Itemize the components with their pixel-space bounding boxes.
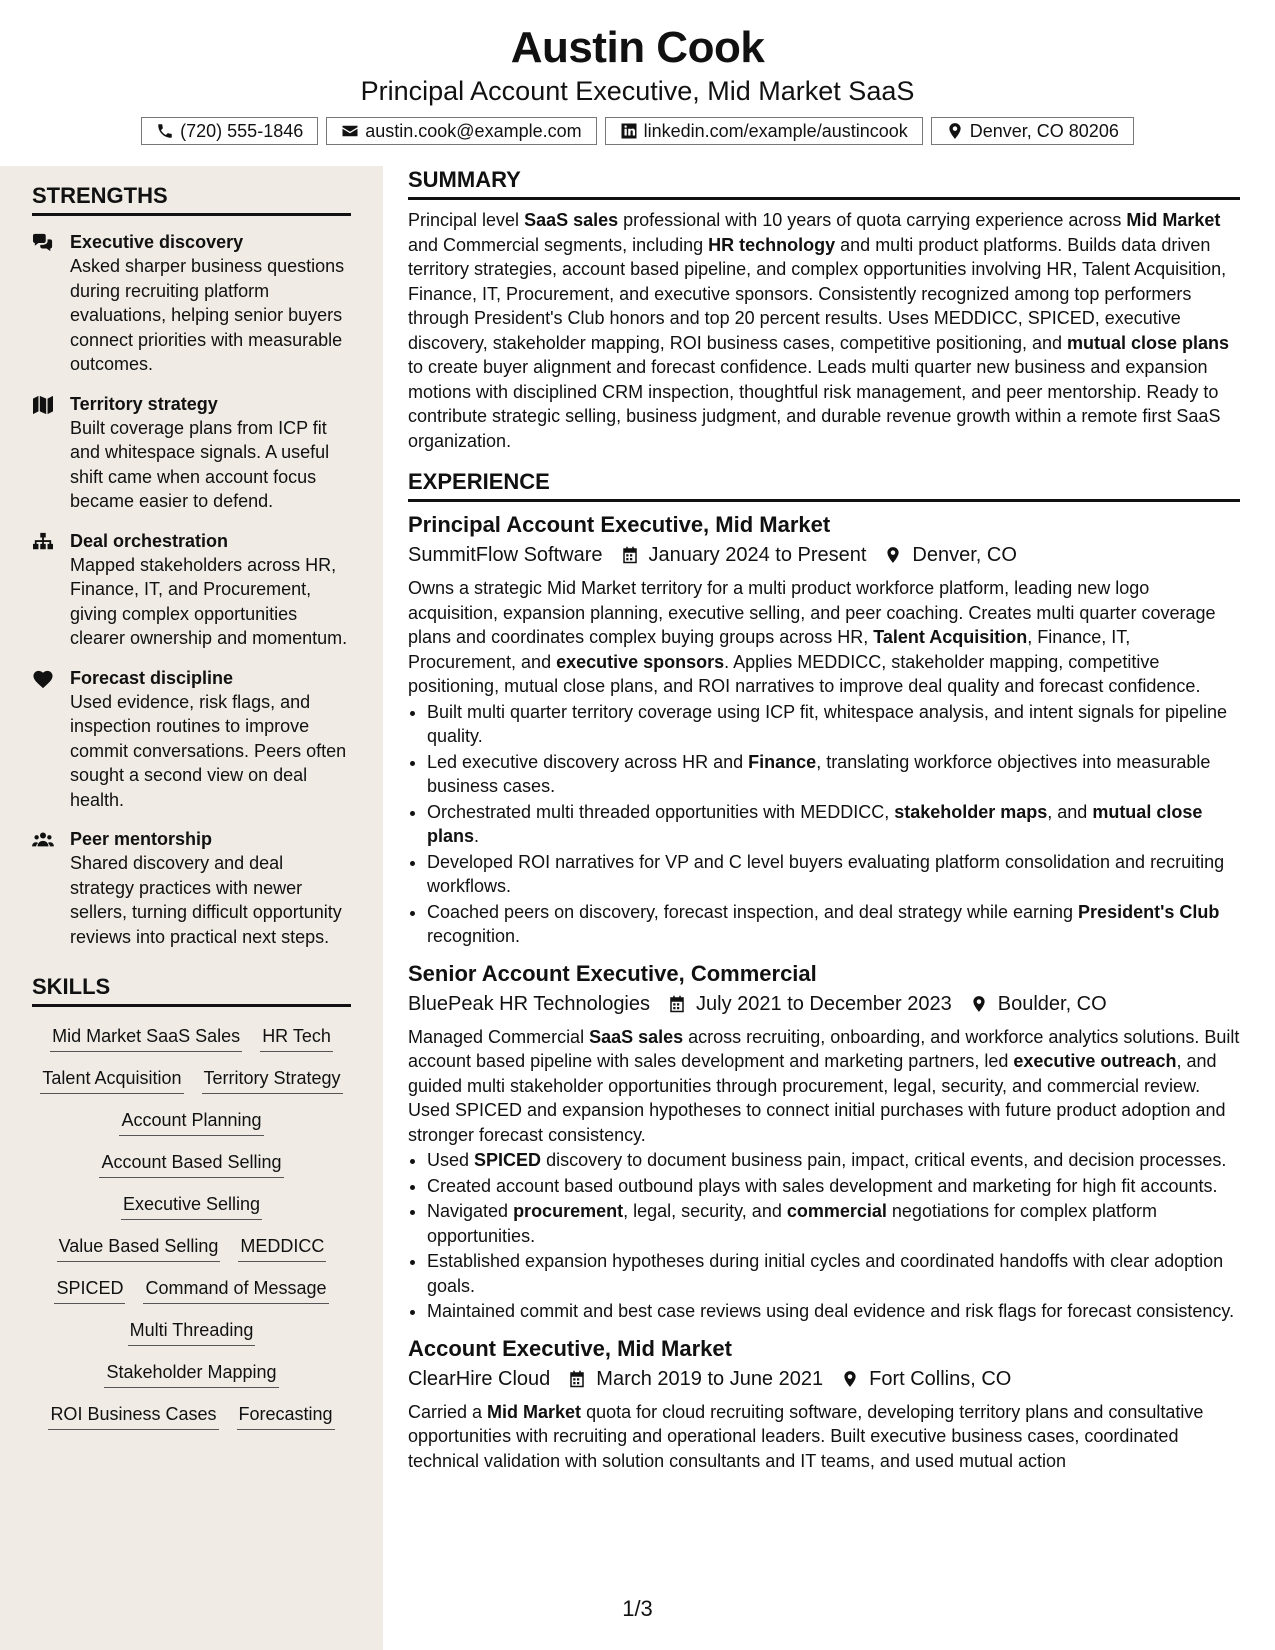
job-company: BluePeak HR Technologies — [408, 992, 651, 1015]
heart-icon — [32, 669, 54, 689]
job-company: ClearHire Cloud — [408, 1367, 551, 1390]
skill-tag: Forecasting — [237, 1401, 335, 1430]
strength-desc: Used evidence, risk flags, and inspection routines to improve commit conversations. Peers often sought a second view on deal health. — [70, 691, 347, 810]
contact-email-text: austin.cook@example.com — [365, 120, 582, 141]
list-item: • Maintained commit and best case reviews using deal evidence and risk flags for forecast consistency. — [427, 1299, 1240, 1324]
emphasis-text: SaaS sales — [524, 210, 619, 230]
page-number: 1/3 — [622, 1596, 653, 1621]
contact-linkedin[interactable] — [605, 117, 923, 145]
skill-tag: MEDDICC — [238, 1233, 326, 1262]
resume-header — [0, 0, 1275, 145]
job-dates: July 2021 to December 2023 — [696, 992, 952, 1015]
skill-tag: Territory Strategy — [202, 1065, 343, 1094]
skill-tag: Value Based Selling — [57, 1233, 221, 1262]
job-description: Owns a strategic Mid Market territory for a multi product workforce platform, leading new logo acquisition, expansion planning, executive selling, and peer coaching. Creates multi quarter coverage plans and coordinates complex buying groups across HR, Talent Acquisition, Finance, IT, Procurement, and executive sponsors. Applies MEDDICC, stakeholder mapping, competitive positioning, mutual close plans, and ROI narratives to improve deal quality and forecast confidence. — [408, 578, 1216, 696]
contact-linkedin-text: linkedin.com/example/austincook — [643, 120, 908, 141]
candidate-name: Austin Cook — [510, 23, 765, 72]
strength-desc: Mapped stakeholders across HR, Finance, IT, and Procurement, giving complex opportunities clearer ownership and momentum. — [70, 554, 348, 648]
strength-title: Forecast discipline — [70, 667, 234, 688]
skill-tag: Mid Market SaaS Sales — [50, 1023, 242, 1052]
users-icon — [32, 830, 54, 850]
job-entry — [408, 1334, 1240, 1474]
skill-tag: Stakeholder Mapping — [104, 1359, 278, 1388]
list-item: • Used SPICED discovery to document business pain, impact, critical events, and decision processes. — [427, 1148, 1240, 1173]
job-title: Principal Account Executive, Mid Market — [408, 512, 831, 537]
summary-heading: SUMMARY — [408, 166, 1240, 200]
candidate-headline: Principal Account Executive, Mid Market SaaS — [360, 76, 915, 106]
job-bullets — [408, 700, 1240, 949]
calendar-icon — [568, 1370, 586, 1388]
contact-email[interactable] — [326, 117, 596, 145]
skill-tag: Multi Threading — [128, 1317, 256, 1346]
emphasis-text: SPICED — [474, 1150, 542, 1170]
sidebar — [0, 166, 383, 1650]
list-item: • Established expansion hypotheses during initial cycles and coordinated handoffs with clear adoption goals. — [427, 1249, 1240, 1298]
phone-icon — [156, 122, 174, 140]
job-entry — [408, 959, 1240, 1324]
list-item: • Built multi quarter territory coverage using ICP fit, whitespace analysis, and intent signals for pipeline quality. — [427, 700, 1240, 749]
strength-item — [32, 230, 351, 377]
org-chart-icon — [32, 532, 54, 552]
map-icon — [32, 395, 54, 415]
linkedin-icon — [620, 122, 638, 140]
email-icon — [341, 122, 359, 140]
strength-item — [32, 529, 351, 651]
list-item: • Developed ROI narratives for VP and C level buyers evaluating platform consolidation and recruiting workflows. — [427, 850, 1240, 899]
job-title: Senior Account Executive, Commercial — [408, 960, 817, 986]
strength-item — [32, 392, 351, 514]
emphasis-text: executive outreach — [1013, 1051, 1177, 1071]
skills-heading: SKILLS — [32, 973, 351, 1007]
skill-tag: SPICED — [54, 1275, 125, 1304]
job-company: SummitFlow Software — [408, 544, 603, 566]
skill-tag: Account Planning — [119, 1107, 263, 1136]
emphasis-text: Mid Market — [487, 1401, 582, 1422]
list-item: • Navigated procurement, legal, security, and commercial negotiations for complex platform opportunities. — [427, 1199, 1240, 1248]
skill-tag: HR Tech — [260, 1023, 333, 1052]
emphasis-text: stakeholder maps — [894, 801, 1048, 822]
emphasis-text: mutual close plans — [427, 801, 1203, 846]
contact-bar — [0, 117, 1275, 145]
contact-phone-text: (720) 555-1846 — [180, 120, 304, 141]
list-item: • Created account based outbound plays with sales development and marketing for high fit accounts. — [427, 1174, 1240, 1199]
job-title: Account Executive, Mid Market — [408, 1335, 732, 1361]
emphasis-text: President's Club — [1078, 901, 1220, 922]
contact-phone[interactable] — [141, 117, 318, 145]
list-item: • Led executive discovery across HR and Finance, translating workforce objectives into measurable business cases. — [427, 750, 1240, 799]
emphasis-text: SaaS sales — [589, 1026, 684, 1047]
list-item: • Orchestrated multi threaded opportunities with MEDDICC, stakeholder maps, and mutual close plans. — [427, 800, 1240, 849]
skills-list — [32, 1021, 351, 1430]
emphasis-text: commercial — [786, 1201, 887, 1221]
strength-item — [32, 666, 351, 813]
job-description: Carried a Mid Market quota for cloud recruiting software, developing territory plans and consultative opportunities with recruiting and operational leaders. Built executive business cases, coordinated technical validation with solution consultants and IT teams, and used mutual action — [408, 1401, 1204, 1471]
job-location: Fort Collins, CO — [869, 1367, 1012, 1390]
location-pin-icon — [884, 546, 902, 564]
emphasis-text: executive sponsors — [556, 651, 725, 672]
job-bullets — [408, 1148, 1240, 1324]
main-content — [408, 166, 1240, 1483]
strengths-heading: STRENGTHS — [32, 182, 351, 216]
strength-desc: Asked sharper business questions during recruiting platform evaluations, helping senior buyers connect priorities with measurable outcomes. — [70, 256, 345, 374]
contact-location[interactable] — [931, 117, 1134, 145]
job-meta — [408, 540, 1240, 570]
job-dates: January 2024 to Present — [648, 544, 867, 566]
summary-section — [408, 166, 1240, 453]
location-pin-icon — [841, 1370, 859, 1388]
summary-text: Principal level SaaS sales professional with 10 years of quota carrying experience across Mid Market and Commercial segments, including HR technology and multi product platforms. Builds data driven territory strategies, account based pipeline, and complex opportunities involving HR, Talent Acquisition, Finance, IT, Procurement, and executive sponsors. Consistently recognized among top performers through President's Club honors and top 20 percent results. Uses MEDDICC, SPICED, executive discovery, stakeholder mapping, ROI business cases, competitive positioning, and mutual close plans to create buyer alignment and forecast confidence. Leads multi quarter new business and expansion motions with disciplined CRM inspection, thoughtful risk management, and peer mentorship. Ready to contribute strategic selling, business judgment, and durable revenue growth within a remote first SaaS organization. — [408, 210, 1230, 451]
strength-title: Territory strategy — [70, 393, 218, 414]
emphasis-text: Talent Acquisition — [873, 627, 1028, 647]
job-location: Boulder, CO — [997, 992, 1107, 1015]
skill-tag: Executive Selling — [121, 1191, 262, 1220]
calendar-icon — [621, 546, 639, 564]
job-location: Denver, CO — [912, 544, 1017, 566]
strength-item — [32, 827, 351, 949]
location-pin-icon — [970, 995, 988, 1013]
calendar-icon — [668, 995, 686, 1013]
location-pin-icon — [946, 122, 964, 140]
strength-title: Peer mentorship — [70, 829, 213, 849]
job-meta — [408, 1364, 1240, 1394]
list-item: • Coached peers on discovery, forecast inspection, and deal strategy while earning President's Club recognition. — [427, 900, 1240, 949]
strength-title: Executive discovery — [70, 232, 244, 252]
emphasis-text: procurement — [513, 1201, 624, 1221]
chat-bubbles-icon — [32, 233, 54, 253]
job-dates: March 2019 to June 2021 — [596, 1367, 824, 1390]
job-meta — [408, 989, 1240, 1019]
skill-tag: Account Based Selling — [99, 1149, 283, 1178]
job-description: Managed Commercial SaaS sales across recruiting, onboarding, and workforce analytics solutions. Built account based pipeline with sales development and marketing partners, led executive outreach, and guided multi stakeholder opportunities through procurement, legal, security, and commercial review. Used SPICED and expansion hypotheses to connect initial purchases with future product adoption and stronger forecast consistency. — [408, 1026, 1240, 1145]
emphasis-text: HR technology — [708, 234, 836, 255]
skill-tag: Command of Message — [143, 1275, 328, 1304]
strength-title: Deal orchestration — [70, 530, 229, 551]
contact-location-text: Denver, CO 80206 — [969, 120, 1119, 141]
skill-tag: ROI Business Cases — [48, 1401, 218, 1430]
emphasis-text: Finance — [748, 751, 817, 772]
strength-desc: Built coverage plans from ICP fit and whitespace signals. A useful shift came when account focus became easier to defend. — [70, 417, 330, 511]
strength-desc: Shared discovery and deal strategy practices with newer sellers, turning difficult opportunity reviews into practical next steps. — [70, 853, 342, 947]
experience-heading: EXPERIENCE — [408, 468, 1240, 502]
job-entry — [408, 510, 1240, 949]
emphasis-text: Mid Market — [1126, 210, 1221, 230]
emphasis-text: mutual close plans — [1067, 332, 1230, 353]
skill-tag: Talent Acquisition — [40, 1065, 183, 1094]
